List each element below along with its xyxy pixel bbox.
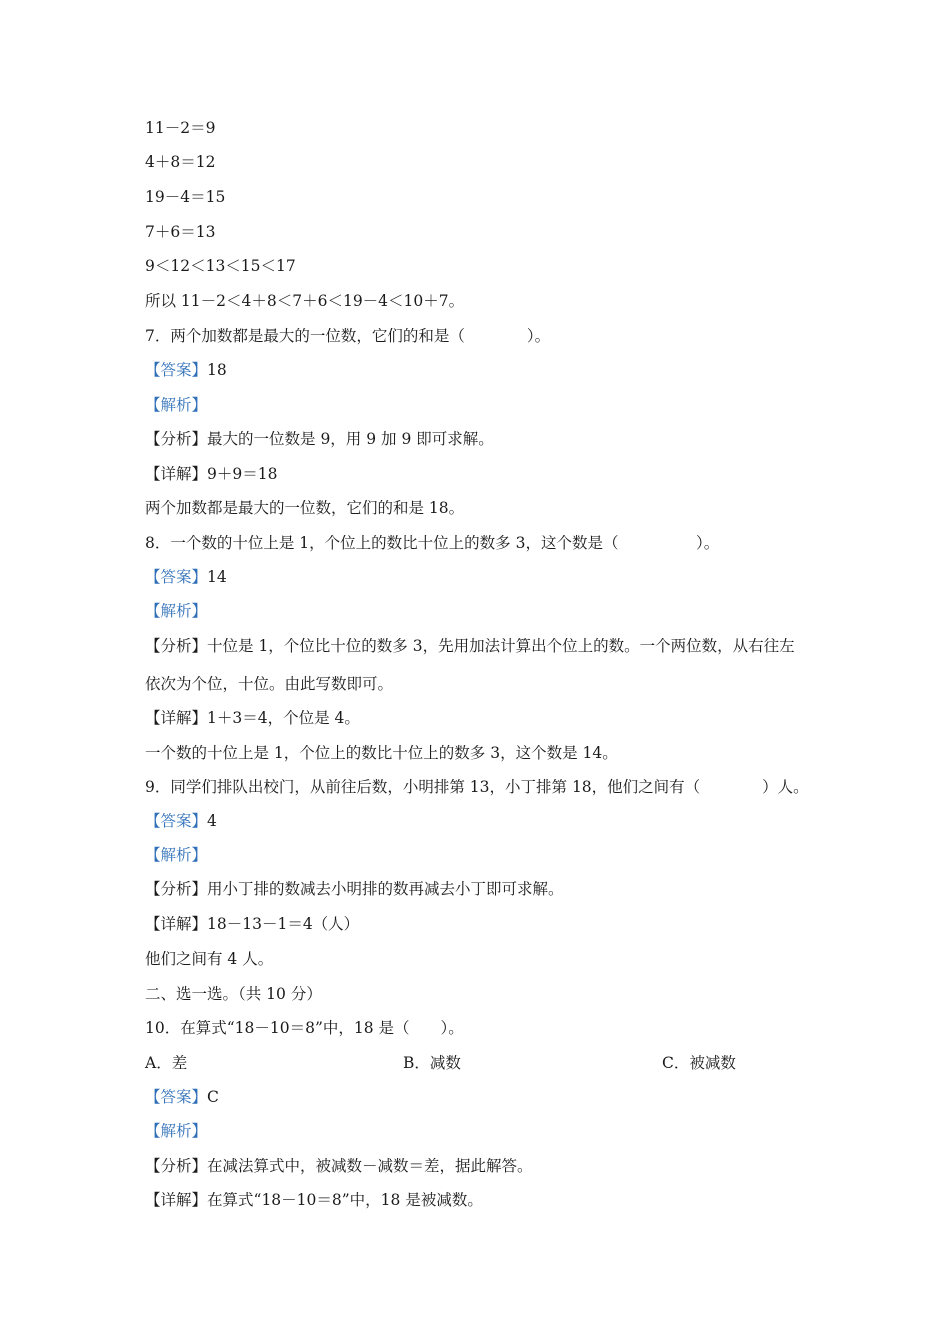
fenxi-tag: 【分析】 (145, 430, 208, 448)
q9-answer (145, 811, 217, 831)
xiangjie-text: 1＋3＝4，个位是 4。 (207, 709, 360, 727)
xiangjie-tag: 【详解】 (145, 1191, 208, 1209)
fenxi-tag: 【分析】 (145, 1157, 208, 1175)
q9-fenxi (145, 879, 564, 899)
answer-tag: 【答案】 (145, 812, 208, 830)
calc-line: 7＋6＝13 (145, 223, 216, 241)
calc-conclusion: 所以 11－2＜4＋8＜7＋6＜19－4＜10＋7。 (145, 292, 465, 310)
xiangjie-text: 18－13－1＝4（人） (207, 915, 360, 933)
answer-value: 14 (207, 568, 227, 586)
section-title: 二、选一选。（共 10 分） (145, 985, 322, 1003)
q10-answer (145, 1087, 219, 1107)
answer-tag: 【答案】 (145, 361, 208, 379)
xiangjie-tag: 【详解】 (145, 709, 208, 727)
q7-analysis-heading: 【解析】 (145, 396, 208, 414)
q9-conclusion: 他们之间有 4 人。 (145, 950, 274, 968)
q8-fenxi-cont: 依次为个位，十位。由此写数即可。 (145, 675, 394, 693)
question-8: 8．一个数的十位上是 1，个位上的数比十位上的数多 3，这个数是（ ）。 (145, 534, 720, 552)
question-7: 7．两个加数都是最大的一位数，它们的和是（ ）。 (145, 327, 551, 345)
q9-analysis-heading: 【解析】 (145, 846, 208, 864)
option-c: C．被减数 (662, 1054, 736, 1072)
answer-tag: 【答案】 (145, 1088, 208, 1106)
fenxi-text: 在减法算式中，被减数－减数＝差，据此解答。 (207, 1157, 533, 1175)
q9-xiangjie (145, 914, 359, 934)
calc-line: 9＜12＜13＜15＜17 (145, 257, 296, 275)
q10-fenxi (145, 1156, 533, 1176)
q8-answer (145, 567, 227, 587)
answer-value: 18 (207, 361, 227, 379)
fenxi-text: 最大的一位数是 9，用 9 加 9 即可求解。 (207, 430, 494, 448)
q8-analysis-heading: 【解析】 (145, 602, 208, 620)
xiangjie-text: 9＋9＝18 (207, 465, 278, 483)
fenxi-text: 十位是 1，个位比十位的数多 3，先用加法计算出个位上的数。一个两位数，从右往左 (207, 637, 795, 655)
q8-xiangjie (145, 708, 360, 728)
fenxi-text: 用小丁排的数减去小明排的数再减去小丁即可求解。 (207, 880, 564, 898)
option-a: A．差 (145, 1054, 188, 1072)
option-b: B．减数 (403, 1054, 461, 1072)
answer-value: C (207, 1088, 219, 1106)
q7-conclusion: 两个加数都是最大的一位数，它们的和是 18。 (145, 499, 465, 517)
xiangjie-tag: 【详解】 (145, 915, 208, 933)
calc-line: 19－4＝15 (145, 188, 226, 206)
calc-line: 4＋8＝12 (145, 153, 216, 171)
q7-answer (145, 360, 227, 380)
fenxi-tag: 【分析】 (145, 880, 208, 898)
calc-line: 11－2＝9 (145, 119, 216, 137)
xiangjie-text: 在算式“18－10＝8”中，18 是被减数。 (207, 1191, 483, 1209)
q7-fenxi (145, 429, 494, 449)
q10-analysis-heading: 【解析】 (145, 1122, 208, 1140)
q7-xiangjie (145, 464, 277, 484)
answer-value: 4 (207, 812, 217, 830)
q8-fenxi (145, 636, 795, 656)
question-9: 9．同学们排队出校门，从前往后数，小明排第 13，小丁排第 18，他们之间有（ ）人。 (145, 778, 809, 796)
xiangjie-tag: 【详解】 (145, 465, 208, 483)
question-10: 10．在算式“18－10＝8”中，18 是（ ）。 (145, 1019, 464, 1037)
fenxi-tag: 【分析】 (145, 637, 208, 655)
answer-tag: 【答案】 (145, 568, 208, 586)
q10-xiangjie (145, 1190, 483, 1210)
q8-conclusion: 一个数的十位上是 1，个位上的数比十位上的数多 3，这个数是 14。 (145, 744, 618, 762)
